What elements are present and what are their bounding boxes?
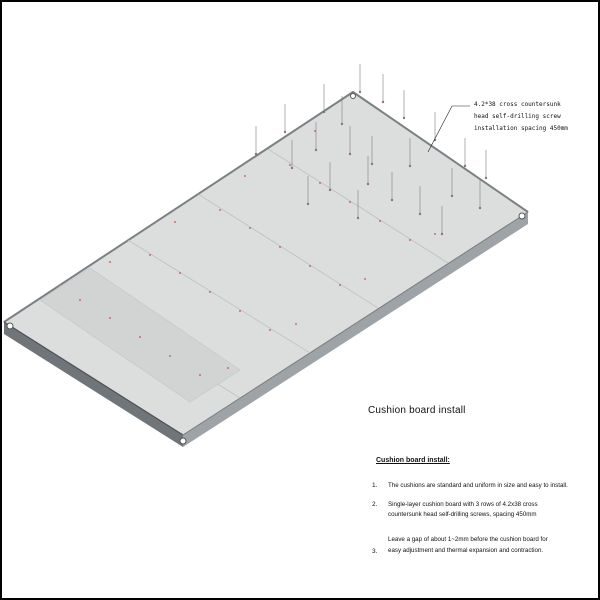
note-2-line-1: Single-layer cushion board with 3 rows of 4.2x38 cross [388,501,538,508]
note-2-line-2: countersunk head self-drilling screws, spacing 450mm [388,511,537,518]
note-3-line-1: Leave a gap of about 1~2mm before the cushion board for [388,536,548,543]
corner-fitting-front [180,438,186,444]
note-1-line-1: The cushions are standard and uniform in size and easy to install. [388,482,568,489]
floor-panel [4,64,528,447]
callout-leader [428,106,470,152]
diagram-caption: Cushion board install [368,405,466,416]
corner-fitting-back [351,94,356,99]
note-3-line-2: easy adjustment and thermal expansion and contraction. [388,547,544,554]
callout-line-1: 4.2*38 cross countersunk [474,101,561,108]
note-number-3: 3. [372,548,378,555]
note-number-2: 2. [372,501,378,508]
callout-line-3: installation spacing 450mm [474,125,568,132]
corner-fitting-left [7,323,13,329]
notes-heading: Cushion board install: [376,457,450,464]
callout-line-2: head self-drilling screw [474,113,561,120]
note-number-1: 1. [372,482,378,489]
corner-fitting-right [519,213,525,219]
